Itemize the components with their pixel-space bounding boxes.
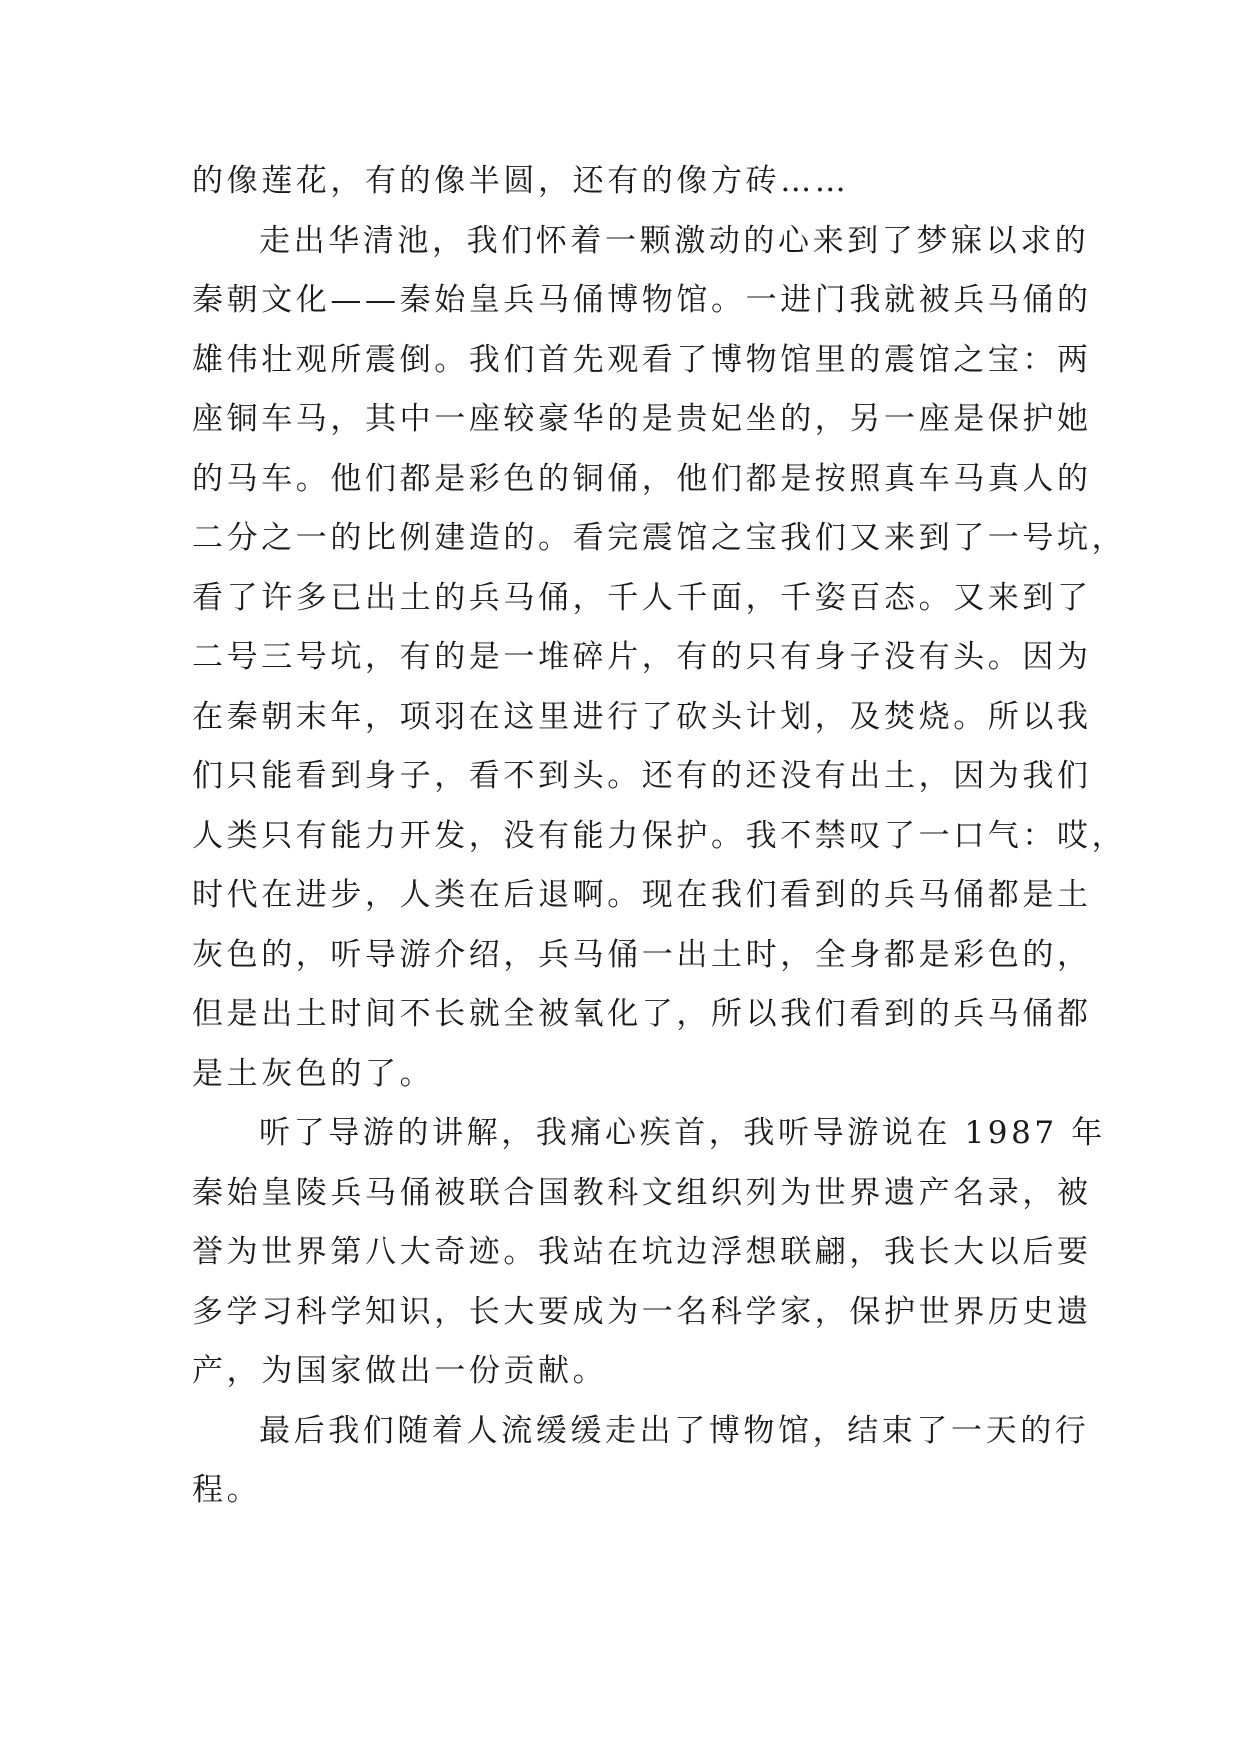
text-line: 最后我们随着人流缓缓走出了博物馆，结束了一天的行: [259, 1412, 1090, 1449]
text-line: 二分之一的比例建造的。看完震馆之宝我们又来到了一号坑，: [192, 520, 1127, 556]
paragraph-3: [192, 1104, 1106, 1402]
paragraph-2: [192, 212, 1127, 1105]
paragraph-4: [192, 1402, 1090, 1521]
text-line: 人类只有能力开发，没有能力保护。我不禁叹了一口气：哎，: [192, 817, 1127, 854]
body-text: [192, 152, 1127, 1521]
text-line: 在秦朝末年，项羽在这里进行了砍头计划，及焚烧。所以我: [192, 698, 1092, 735]
text-line: 们只能看到身子，看不到头。还有的还没有出土，因为我们: [192, 758, 1092, 794]
text-line: 产，为国家做出一份贡献。: [192, 1353, 608, 1389]
text-line: 看了许多已出土的兵马俑，千人千面，千姿百态。又来到了: [192, 579, 1092, 616]
text-line: 走出华清池，我们怀着一颗激动的心来到了梦寐以求的: [259, 222, 1090, 259]
text-line: 灰色的，听导游介绍，兵马俑一出土时，全身都是彩色的，: [192, 936, 1092, 973]
text-line: 听了导游的讲解，我痛心疾首，我听导游说在 1987 年: [259, 1115, 1106, 1151]
text-line: 多学习科学知识，长大要成为一名科学家，保护世界历史遗: [192, 1293, 1092, 1330]
text-line: 的马车。他们都是彩色的铜俑，他们都是按照真车马真人的: [192, 460, 1092, 497]
text-line: 秦朝文化——秦始皇兵马俑博物馆。一进门我就被兵马俑的: [192, 282, 1092, 318]
text-line: 的像莲花，有的像半圆，还有的像方砖……: [192, 163, 850, 199]
text-line: 程。: [192, 1472, 262, 1508]
text-line: 座铜车马，其中一座较豪华的是贵妃坐的，另一座是保护她: [192, 401, 1092, 437]
text-line: 誉为世界第八大奇迹。我站在坑边浮想联翩，我长大以后要: [192, 1234, 1092, 1270]
text-line: 是土灰色的了。: [192, 1055, 435, 1092]
text-line: 时代在进步，人类在后退啊。现在我们看到的兵马俑都是土: [192, 877, 1092, 913]
text-line: 雄伟壮观所震倒。我们首先观看了博物馆里的震馆之宝：两: [192, 341, 1092, 378]
text-line: 二号三号坑，有的是一堆碎片，有的只有身子没有头。因为: [192, 639, 1092, 675]
text-line: 但是出土时间不长就全被氧化了，所以我们看到的兵马俑都: [192, 996, 1092, 1032]
paragraph-1: [192, 152, 1048, 212]
text-line: 秦始皇陵兵马俑被联合国教科文组织列为世界遗产名录，被: [192, 1174, 1092, 1211]
